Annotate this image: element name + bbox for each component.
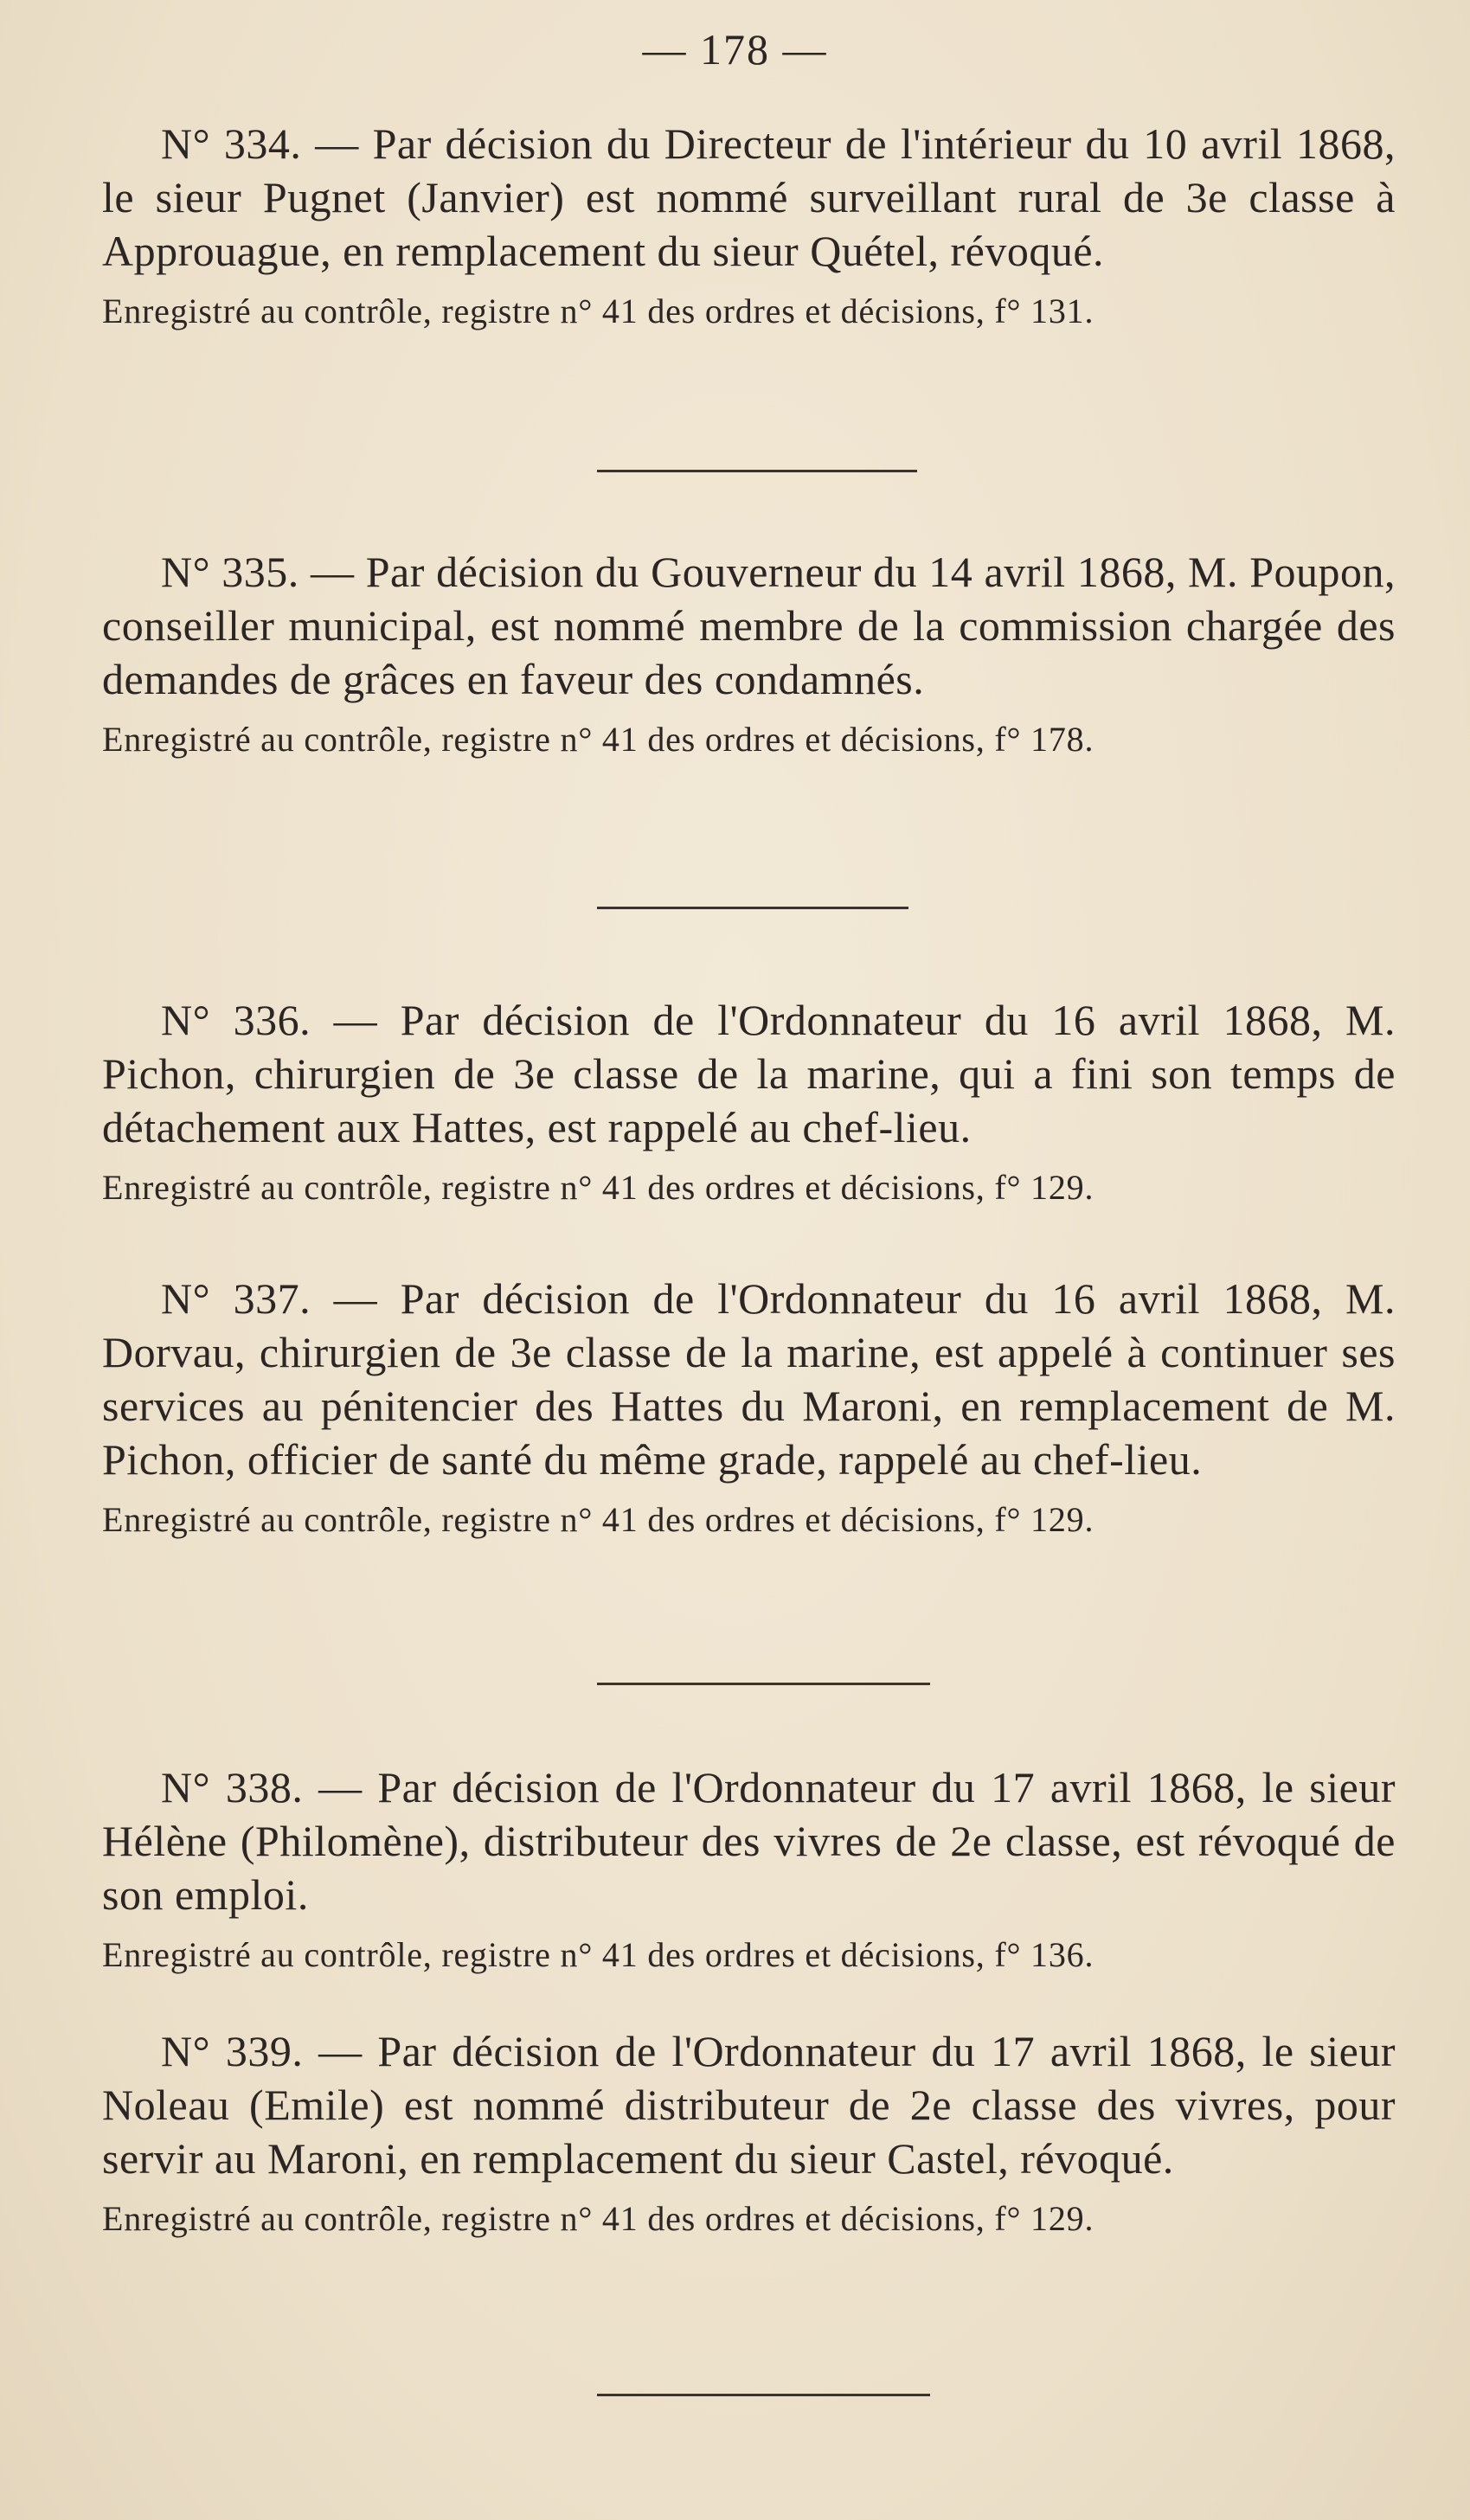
- registration-note: Enregistré au contrôle, registre n° 41 des ordres et décisions, f° 178.: [102, 720, 1094, 759]
- entry-body: — Par décision de l'Ordonnateur du 17 avril 1868, le sieur Noleau (Emile) est nommé distributeur de 2e classe des vivres, pour servir au Maroni, en remplacement du sieur Castel, révoqué.: [102, 2027, 1396, 2183]
- entry-number: N° 334.: [161, 119, 302, 168]
- entry-336: [102, 993, 1396, 1209]
- registration-note: Enregistré au contrôle, registre n° 41 des ordres et décisions, f° 131.: [102, 292, 1094, 330]
- entry-body: — Par décision de l'Ordonnateur du 16 avril 1868, M. Pichon, chirurgien de 3e classe de la marine, qui a fini son temps de détachement aux Hattes, est rappelé au chef-lieu.: [102, 996, 1396, 1151]
- entry-334: [102, 117, 1396, 333]
- page-number: — 178 —: [642, 25, 828, 74]
- registration-note: Enregistré au contrôle, registre n° 41 des ordres et décisions, f° 129.: [102, 1500, 1094, 1539]
- entry-number: N° 339.: [161, 2027, 304, 2075]
- entry-338: [102, 1760, 1396, 1977]
- entry-text: [102, 117, 1396, 278]
- entry-337: [102, 1272, 1396, 1542]
- registration-note: Enregistré au contrôle, registre n° 41 des ordres et décisions, f° 136.: [102, 1935, 1094, 1974]
- entry-number: N° 335.: [161, 548, 299, 596]
- separator: [597, 2394, 930, 2396]
- entry-body: — Par décision de l'Ordonnateur du 16 avril 1868, M. Dorvau, chirurgien de 3e classe de la marine, est appelé à continuer ses services au pénitencier des Hattes du Maroni, en remplacement de M. Pichon, officier de santé du même grade, rappelé au chef-lieu.: [102, 1274, 1396, 1484]
- separator: [597, 907, 908, 909]
- entry-335: [102, 545, 1396, 761]
- entry-text: [102, 1760, 1396, 1921]
- entry-number: N° 337.: [161, 1274, 311, 1323]
- registration-note: Enregistré au contrôle, registre n° 41 des ordres et décisions, f° 129.: [102, 2199, 1094, 2238]
- separator: [597, 470, 917, 472]
- entry-text: [102, 545, 1396, 706]
- entry-339: [102, 2024, 1396, 2241]
- entry-body: — Par décision du Gouverneur du 14 avril 1868, M. Poupon, conseiller municipal, est nommé membre de la commission chargée des demandes de grâces en faveur des condamnés.: [102, 548, 1396, 703]
- entry-number: N° 338.: [161, 1763, 304, 1811]
- entry-number: N° 336.: [161, 996, 311, 1044]
- entry-text: [102, 993, 1396, 1154]
- separator: [597, 1683, 930, 1685]
- entry-text: [102, 2024, 1396, 2185]
- entry-body: — Par décision de l'Ordonnateur du 17 avril 1868, le sieur Hélène (Philomène), distributeur des vivres de 2e classe, est révoqué de son emploi.: [102, 1763, 1396, 1919]
- entry-body: — Par décision du Directeur de l'intérieur du 10 avril 1868, le sieur Pugnet (Janvier) est nommé surveillant rural de 3e classe à Approuague, en remplacement du sieur Quétel, révoqué.: [102, 119, 1396, 275]
- entry-text: [102, 1272, 1396, 1486]
- registration-note: Enregistré au contrôle, registre n° 41 des ordres et décisions, f° 129.: [102, 1168, 1094, 1207]
